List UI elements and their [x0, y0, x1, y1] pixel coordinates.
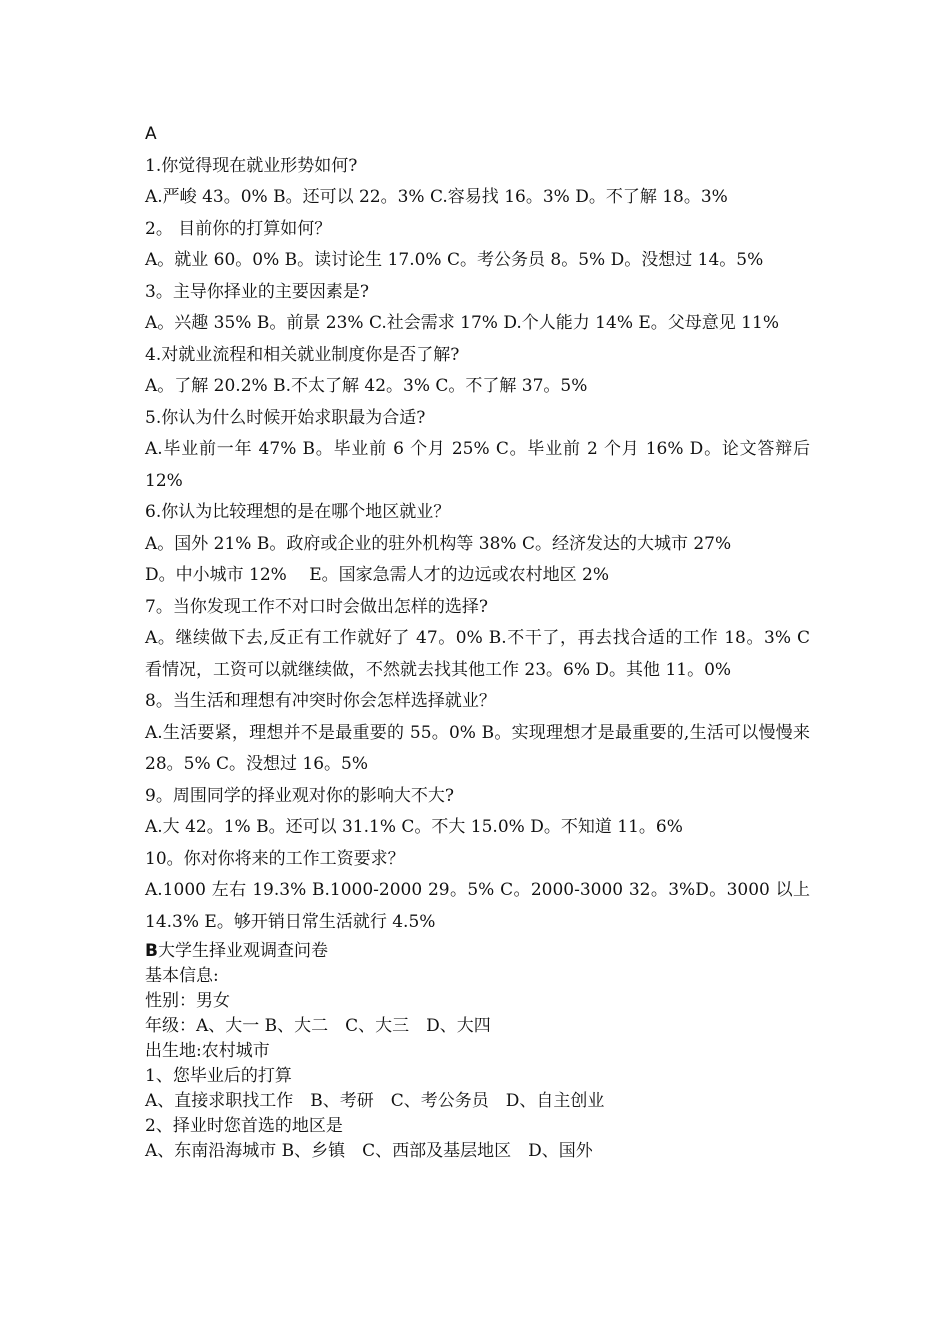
question-8: 8。当生活和理想有冲突时你会怎样选择就业？ — [145, 691, 496, 711]
question-10: 10。你对你将来的工作工资要求？ — [145, 848, 405, 869]
question-5: 5.你认为什么时候开始求职最为合适? — [145, 407, 426, 428]
b-options-2: A、东南沿海城市 B、乡镇 C、西部及基层地区 D、国外 — [145, 1141, 593, 1161]
b-question-2: 2、择业时您首选的地区是 — [145, 1116, 343, 1136]
question-6: 6.你认为比较理想的是在哪个地区就业？ — [145, 502, 451, 522]
b-question-1: 1、您毕业后的打算 — [145, 1066, 292, 1086]
answers-9: A.大 42。1% B。还可以 31.1% C。不大 15.0% D。不知道 11。6% — [145, 817, 683, 837]
answers-7: A。继续做下去,反正有工作就好了 47。0% B.不干了，再去找合适的工作 18。3% C 看情况，工资可以就继续做，不然就去找其他工作 23。6% D。其他 11。0% — [145, 628, 810, 680]
b-options-1: A、直接求职找工作 B、考研 C、考公务员 D、自主创业 — [145, 1091, 605, 1111]
answers-5: A.毕业前一年 47% B。毕业前 6 个月 25% C。毕业前 2 个月 16% D。论文答辩后 12% — [145, 439, 810, 491]
birthplace-line: 出生地:农村城市 — [145, 1041, 270, 1061]
question-9: 9。周围同学的择业观对你的影响大不大? — [145, 785, 454, 806]
question-3: 3。主导你择业的主要因素是? — [145, 281, 369, 302]
section-a-label: A — [145, 124, 157, 144]
section-b-heading — [145, 939, 810, 964]
answers-6-line-1: A。国外 21% B。政府或企业的驻外机构等 38% C。经济发达的大城市 27% — [145, 533, 732, 554]
section-b-label: B — [145, 941, 158, 961]
question-2: 2。 目前你的打算如何？ — [145, 218, 332, 239]
gender-line: 性别：男女 — [145, 991, 230, 1011]
question-7: 7。当你发现工作不对口时会做出怎样的选择? — [145, 596, 488, 617]
answers-1: A.严峻 43。0% B。还可以 22。3% C.容易找 16。3% D。不了解 18。3% — [145, 187, 728, 207]
document-body — [145, 119, 810, 1164]
question-4: 4.对就业流程和相关就业制度你是否了解? — [145, 344, 460, 365]
answers-8: A.生活要紧，理想并不是最重要的 55。0% B。实现理想才是最重要的,生活可以慢慢来 28。5% C。没想过 16。5% — [145, 722, 810, 774]
section-b-questionnaire — [145, 939, 810, 1164]
answers-10: A.1000 左右 19.3% B.1000-2000 29。5% C。2000-3000 32。3%D。3000 以上 14.3% E。够开销日常生活就行 4.5% — [145, 880, 810, 932]
grade-line: 年级：A、大一 B、大二 C、大三 D、大四 — [145, 1016, 491, 1036]
answers-6-line-2: D。中小城市 12% E。国家急需人才的边远或农村地区 2% — [145, 565, 610, 585]
answers-3: A。兴趣 35% B。前景 23% C.社会需求 17% D.个人能力 14% E。父母意见 11% — [145, 313, 779, 333]
question-1: 1.你觉得现在就业形势如何? — [145, 155, 358, 176]
answers-4: A。了解 20.2% B.不太了解 42。3% C。不了解 37。5% — [145, 376, 588, 396]
basic-info-label: 基本信息: — [145, 966, 219, 986]
section-b-title: 大学生择业观调查问卷 — [157, 941, 328, 961]
answers-2: A。就业 60。0% B。读讨论生 17.0% C。考公务员 8。5% D。没想过 14。5% — [145, 250, 764, 270]
section-a-survey-results — [145, 151, 810, 939]
